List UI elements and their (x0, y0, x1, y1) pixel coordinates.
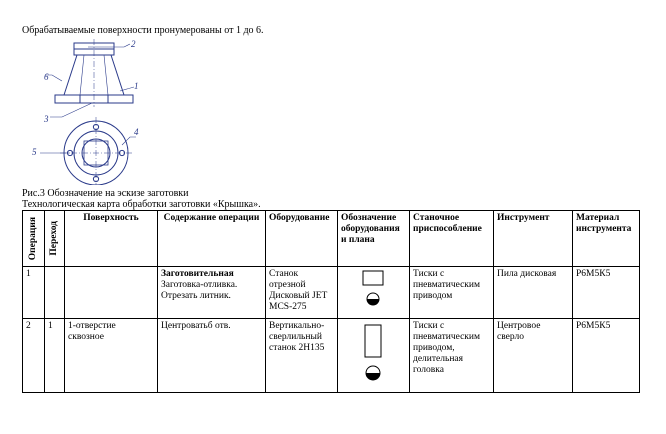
header-material: Материал инструмента (573, 211, 640, 267)
header-tool: Инструмент (494, 211, 573, 267)
cell-fixture: Тиски с пневматическим приводом, делительная головка (410, 319, 494, 393)
cell-operation: 1 (23, 267, 45, 319)
cell-material: Р6М5К5 (573, 267, 640, 319)
callout-3: 3 (44, 114, 49, 124)
cell-surface (65, 267, 158, 319)
header-transition: Переход (45, 211, 65, 267)
cell-symbol (338, 267, 410, 319)
equipment-plan-symbol (354, 321, 394, 387)
workpiece-sketch (22, 37, 162, 185)
caption-block (22, 188, 261, 210)
cell-tool: Пила дисковая (494, 267, 573, 319)
table-header-row (23, 211, 640, 267)
cell-content (158, 319, 266, 393)
cell-content (158, 267, 266, 319)
table-row (23, 267, 640, 319)
callout-4: 4 (134, 127, 139, 137)
cell-tool: Центровое сверло (494, 319, 573, 393)
callout-6: 6 (44, 72, 49, 82)
content-text: Центроватьб отв. (161, 321, 231, 331)
header-fixture: Станочное приспособление (410, 211, 494, 267)
cell-transition (45, 267, 65, 319)
callout-5: 5 (32, 147, 37, 157)
cell-equipment: Станок отрезной Дисковый JET MCS-275 (266, 267, 338, 319)
header-surface: Поверхность (65, 211, 158, 267)
cell-surface: 1-отверстие сквозное (65, 319, 158, 393)
cell-operation: 2 (23, 319, 45, 393)
header-operation: Операция (23, 211, 45, 267)
cell-fixture: Тиски с пневматическим приводом (410, 267, 494, 319)
content-title: Заготовительная (161, 269, 234, 279)
callout-2: 2 (131, 39, 136, 49)
table-row (23, 319, 640, 393)
header-equipment: Оборудование (266, 211, 338, 267)
cell-symbol (338, 319, 410, 393)
header-content: Содержание операции (158, 211, 266, 267)
cell-equipment: Вертикально-сверлильный станок 2Н135 (266, 319, 338, 393)
process-table (22, 210, 640, 393)
equipment-plan-symbol (354, 269, 394, 311)
intro-text: Обрабатываемые поверхности пронумерованы от 1 до 6. (22, 25, 264, 36)
callout-1: 1 (134, 81, 139, 91)
content-text: Заготовка-отливка. Отрезать литник. (161, 280, 238, 301)
cell-material: Р6М5К5 (573, 319, 640, 393)
table-title: Технологическая карта обработки заготовки «Крышка». (22, 199, 261, 210)
cell-transition: 1 (45, 319, 65, 393)
header-symbol: Обозначение оборудования и плана (338, 211, 410, 267)
figure-caption: Рис.3 Обозначение на эскизе заготовки (22, 188, 189, 199)
